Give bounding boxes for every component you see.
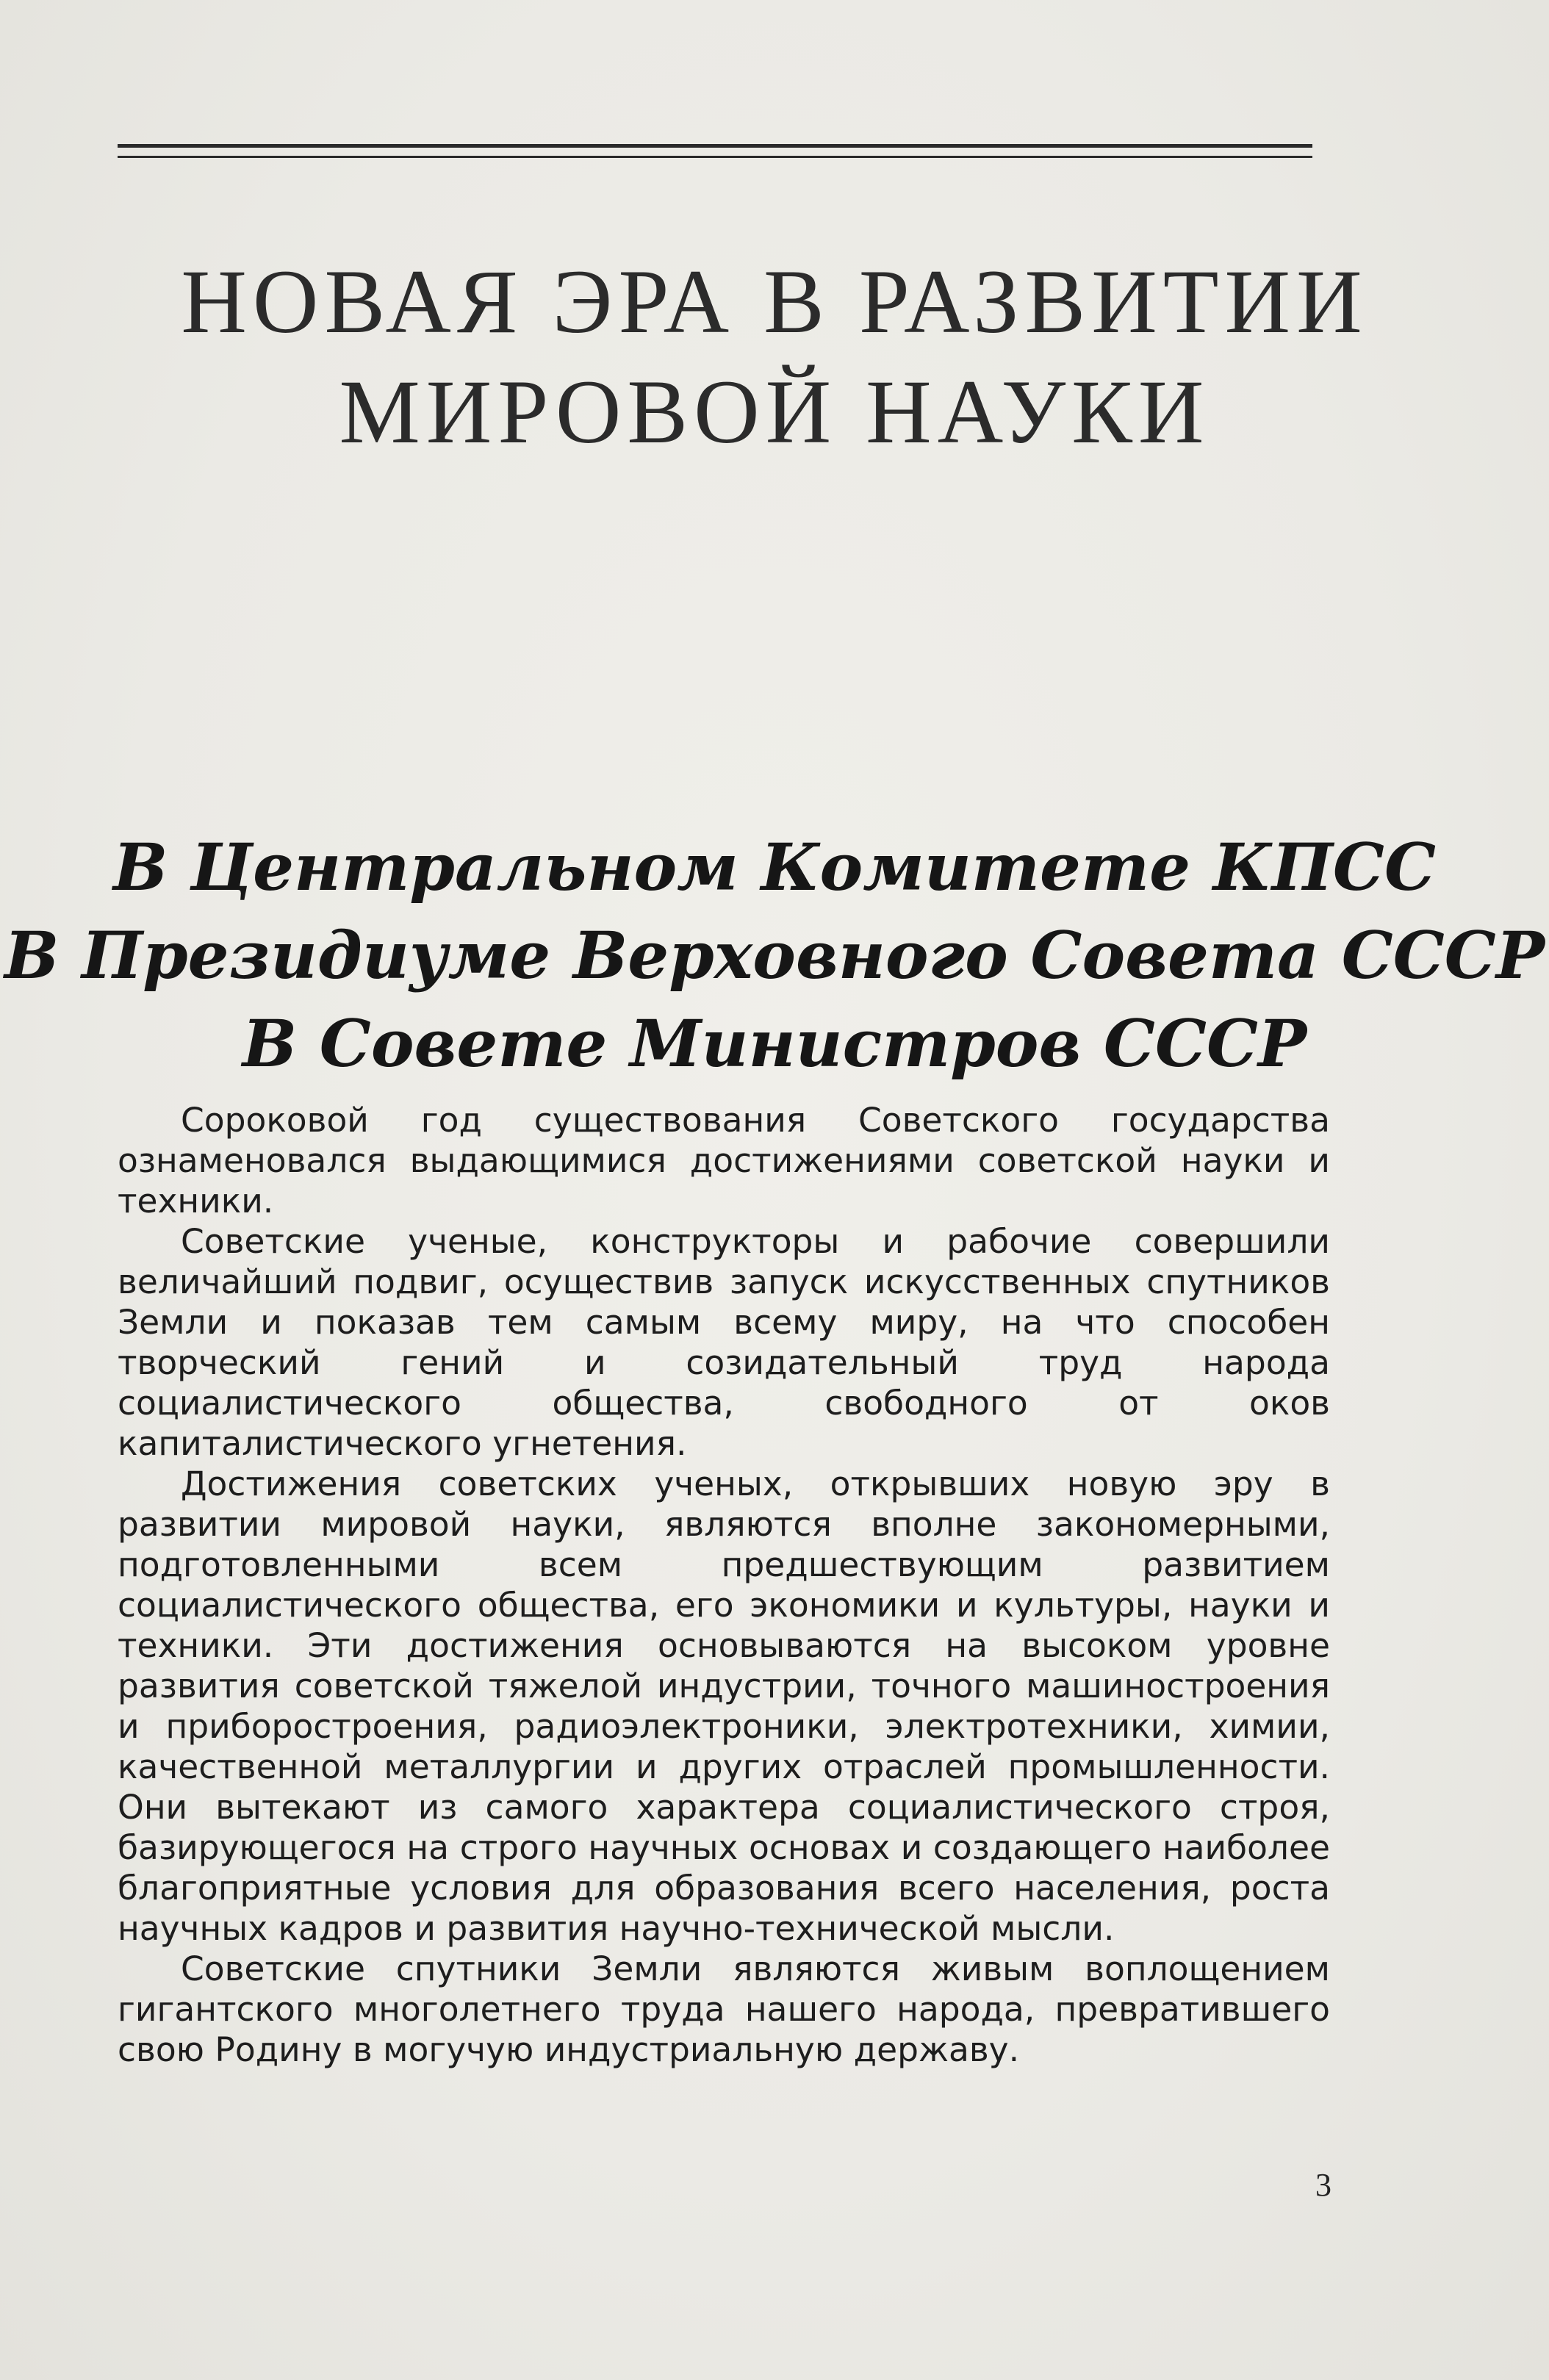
paragraph-4: Советские спутники Земли являются живым воплощением гигантского многолетнего труда нашего народа, превратившего свою Родину в могучую индустриальную державу. bbox=[118, 1949, 1330, 2069]
header-rule-thick bbox=[118, 144, 1312, 148]
paragraph-2: Советские ученые, конструкторы и рабочие совершили величайший подвиг, осуществив запуск искусственных спутников Земли и показав тем самым всему миру, на что способен творческий гений и созидательный труд народа социалистического общества, свободного от оков капиталистического угнетения. bbox=[118, 1222, 1330, 1463]
page-title-line-2: МИРОВОЙ НАУКИ bbox=[339, 362, 1210, 462]
body-text bbox=[118, 1100, 1330, 2070]
subtitle-line-3: В Совете Министров СССР bbox=[242, 1005, 1307, 1082]
subtitle-line-1: В Центральном Комитете КПСС bbox=[113, 829, 1436, 905]
subtitle-line-2: В Президиуме Верховного Совета СССР bbox=[4, 917, 1545, 993]
paragraph-3: Достижения советских ученых, открывших новую эру в развитии мировой науки, являются вполне закономерными, подготовленными всем предшествующим развитием социалистического общества, его экономики и культуры, науки и техники. Эти достижения основываются на высоком уровне развития советской тяжелой индустрии, точного машиностроения и приборостроения, радиоэлектроники, электротехники, химии, качественной металлургии и других отраслей промышленности. Они вытекают из самого характера социалистического строя, базирующегося на строго научных основах и создающего наиболее благоприятные условия для образования всего населения, роста научных кадров и развития научно-технической мысли. bbox=[118, 1464, 1330, 1948]
page-number: 3 bbox=[1315, 2167, 1331, 2203]
paragraph-1: Сороковой год существования Советского государства ознаменовался выдающимися достижениями советской науки и техники. bbox=[118, 1101, 1330, 1220]
page-title-line-1: НОВАЯ ЭРА В РАЗВИТИИ bbox=[181, 251, 1368, 352]
header-rule-thin bbox=[118, 156, 1312, 158]
